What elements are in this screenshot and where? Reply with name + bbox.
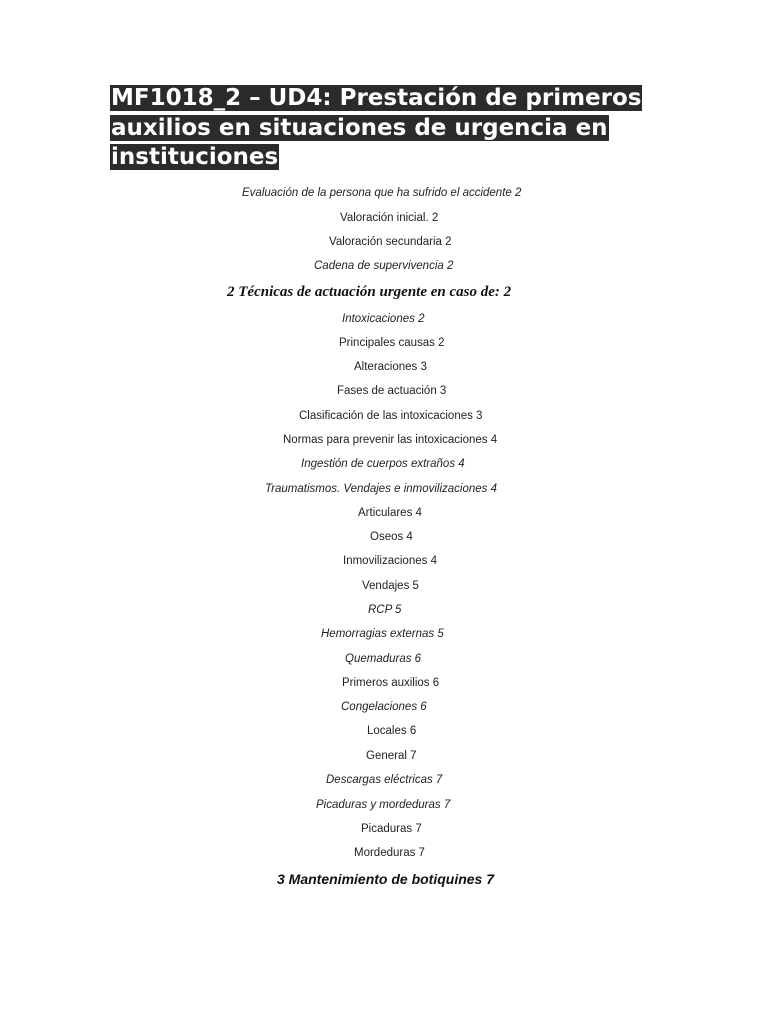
toc-entry[interactable]: Cadena de supervivencia 2	[314, 260, 454, 272]
toc-entry[interactable]: Inmovilizaciones 4	[343, 555, 437, 567]
toc-entry[interactable]: General 7	[366, 750, 417, 762]
toc-entry[interactable]: Valoración inicial. 2	[340, 212, 439, 224]
toc-entry[interactable]: Picaduras y mordeduras 7	[316, 799, 451, 811]
toc-entry[interactable]: Oseos 4	[370, 531, 413, 543]
toc-heading[interactable]: 2 Técnicas de actuación urgente en caso de: 2	[227, 284, 512, 300]
toc-entry[interactable]: Hemorragias externas 5	[321, 628, 444, 640]
toc-entry[interactable]: Locales 6	[367, 725, 417, 737]
document-title-text: MF1018_2 – UD4: Prestación de primeros auxilios en situaciones de urgencia en instituciones	[111, 85, 642, 170]
toc-entry[interactable]: Ingestión de cuerpos extraños 4	[301, 458, 465, 470]
toc-entry[interactable]: Principales causas 2	[339, 337, 445, 349]
toc-entry[interactable]: Clasificación de las intoxicaciones 3	[299, 410, 483, 422]
toc-entry[interactable]: Mordeduras 7	[354, 847, 425, 859]
toc-entry[interactable]: Quemaduras 6	[345, 653, 422, 665]
toc-entry[interactable]: Articulares 4	[358, 507, 422, 519]
toc-entry[interactable]: Congelaciones 6	[341, 701, 427, 713]
toc-entry[interactable]: Descargas eléctricas 7	[326, 774, 443, 786]
toc-entry[interactable]: Intoxicaciones 2	[342, 313, 425, 325]
toc-heading[interactable]: 3 Mantenimiento de botiquines 7	[277, 871, 495, 887]
toc-entry[interactable]: Picaduras 7	[361, 823, 422, 835]
toc-entry[interactable]: Fases de actuación 3	[337, 385, 447, 397]
toc-entry[interactable]: Alteraciones 3	[354, 361, 427, 373]
toc-entry[interactable]: RCP 5	[368, 604, 402, 616]
toc-entry[interactable]: Evaluación de la persona que ha sufrido el accidente 2	[242, 187, 522, 199]
toc-entry[interactable]: Normas para prevenir las intoxicaciones 4	[283, 434, 498, 446]
toc-entry[interactable]: Primeros auxilios 6	[342, 677, 440, 689]
toc-entry[interactable]: Traumatismos. Vendajes e inmovilizaciones 4	[265, 483, 498, 495]
toc-entry[interactable]: Valoración secundaria 2	[329, 236, 452, 248]
toc-entry[interactable]: Vendajes 5	[362, 580, 419, 592]
